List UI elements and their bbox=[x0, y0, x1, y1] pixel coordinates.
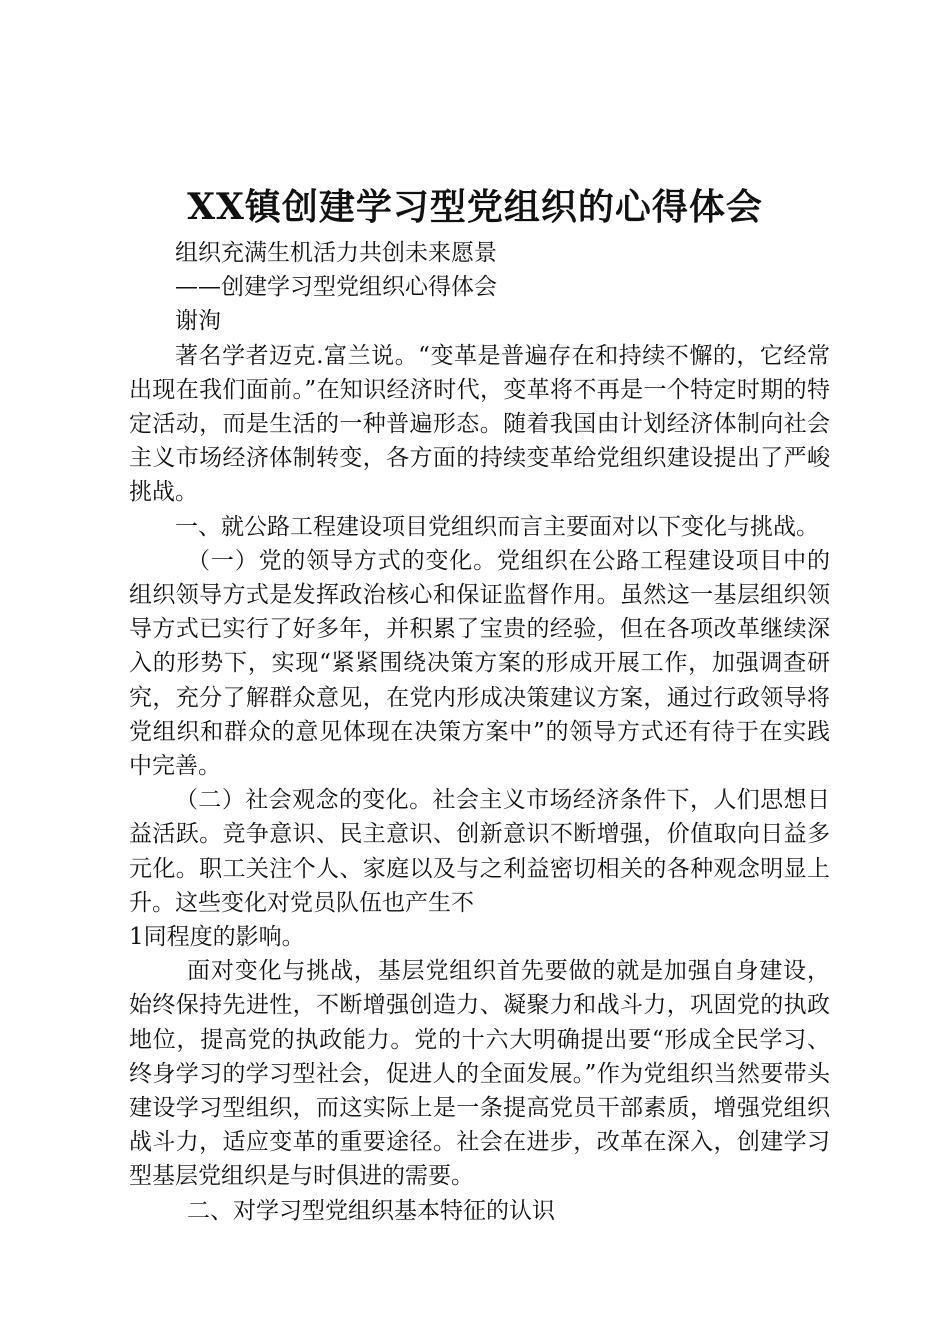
document-body bbox=[129, 236, 830, 1228]
subtitle-sub: ——创建学习型党组织心得体会 bbox=[175, 274, 497, 301]
section-heading-1: 一、就公路工程建设项目党组织而言主要面对以下变化与挑战。 bbox=[175, 513, 819, 540]
paragraph-leadership-change: （一）党的领导方式的变化。党组织在公路工程建设项目中的组织领导方式是发挥政治核心和保证监督作用。虽然这一基层组织领导方式已实行了好多年，并积累了宝贵的经验，但在各项改革继续深入的形势下，实现“紧紧围绕决策方案的形成开展工作，加强调查研究，充分了解群众意见，在党内形成决策建议方案，通过行政领导将党组织和群众的意见体现在决策方案中”的领导方式还有待于在实践中完善。 bbox=[129, 547, 830, 780]
author-name: 谢洵 bbox=[175, 308, 221, 335]
paragraph-intro: 著名学者迈克.富兰说。“变革是普遍存在和持续不懈的，它经常出现在我们面前。”在知识经济时代，变革将不再是一个特定时期的特定活动，而是生活的一种普遍形态。随着我国由计划经济体制向社会主义市场经济体制转变，各方面的持续变革给党组织建设提出了严峻挑战。 bbox=[129, 342, 830, 506]
page-break-fragment: 1同程度的影响。 bbox=[129, 924, 305, 951]
document-title: XX镇创建学习型党组织的心得体会 bbox=[187, 186, 763, 228]
section-heading-2: 二、对学习型党组织基本特征的认识 bbox=[187, 1197, 555, 1224]
paragraph-response: 面对变化与挑战，基层党组织首先要做的就是加强自身建设，始终保持先进性，不断增强创造力、凝聚力和战斗力，巩固党的执政地位，提高党的执政能力。党的十六大明确提出要“形成全民学习、终身学习的学习型社会，促进人的全面发展。”作为党组织当然要带头建设学习型组织，而这实际上是一条提高党员干部素质，增强党组织战斗力，适应变革的重要途径。社会在进步，改革在深入，创建学习型基层党组织是与时俱进的需要。 bbox=[129, 958, 830, 1190]
subtitle-main: 组织充满生机活力共创未来愿景 bbox=[175, 240, 497, 266]
paragraph-social-change: （二）社会观念的变化。社会主义市场经济条件下，人们思想日益活跃。竞争意识、民主意识、创新意识不断增强，价值取向日益多元化。职工关注个人、家庭以及与之利益密切相关的各种观念明显上升。这些变化对党员队伍也产生不 bbox=[129, 787, 830, 916]
